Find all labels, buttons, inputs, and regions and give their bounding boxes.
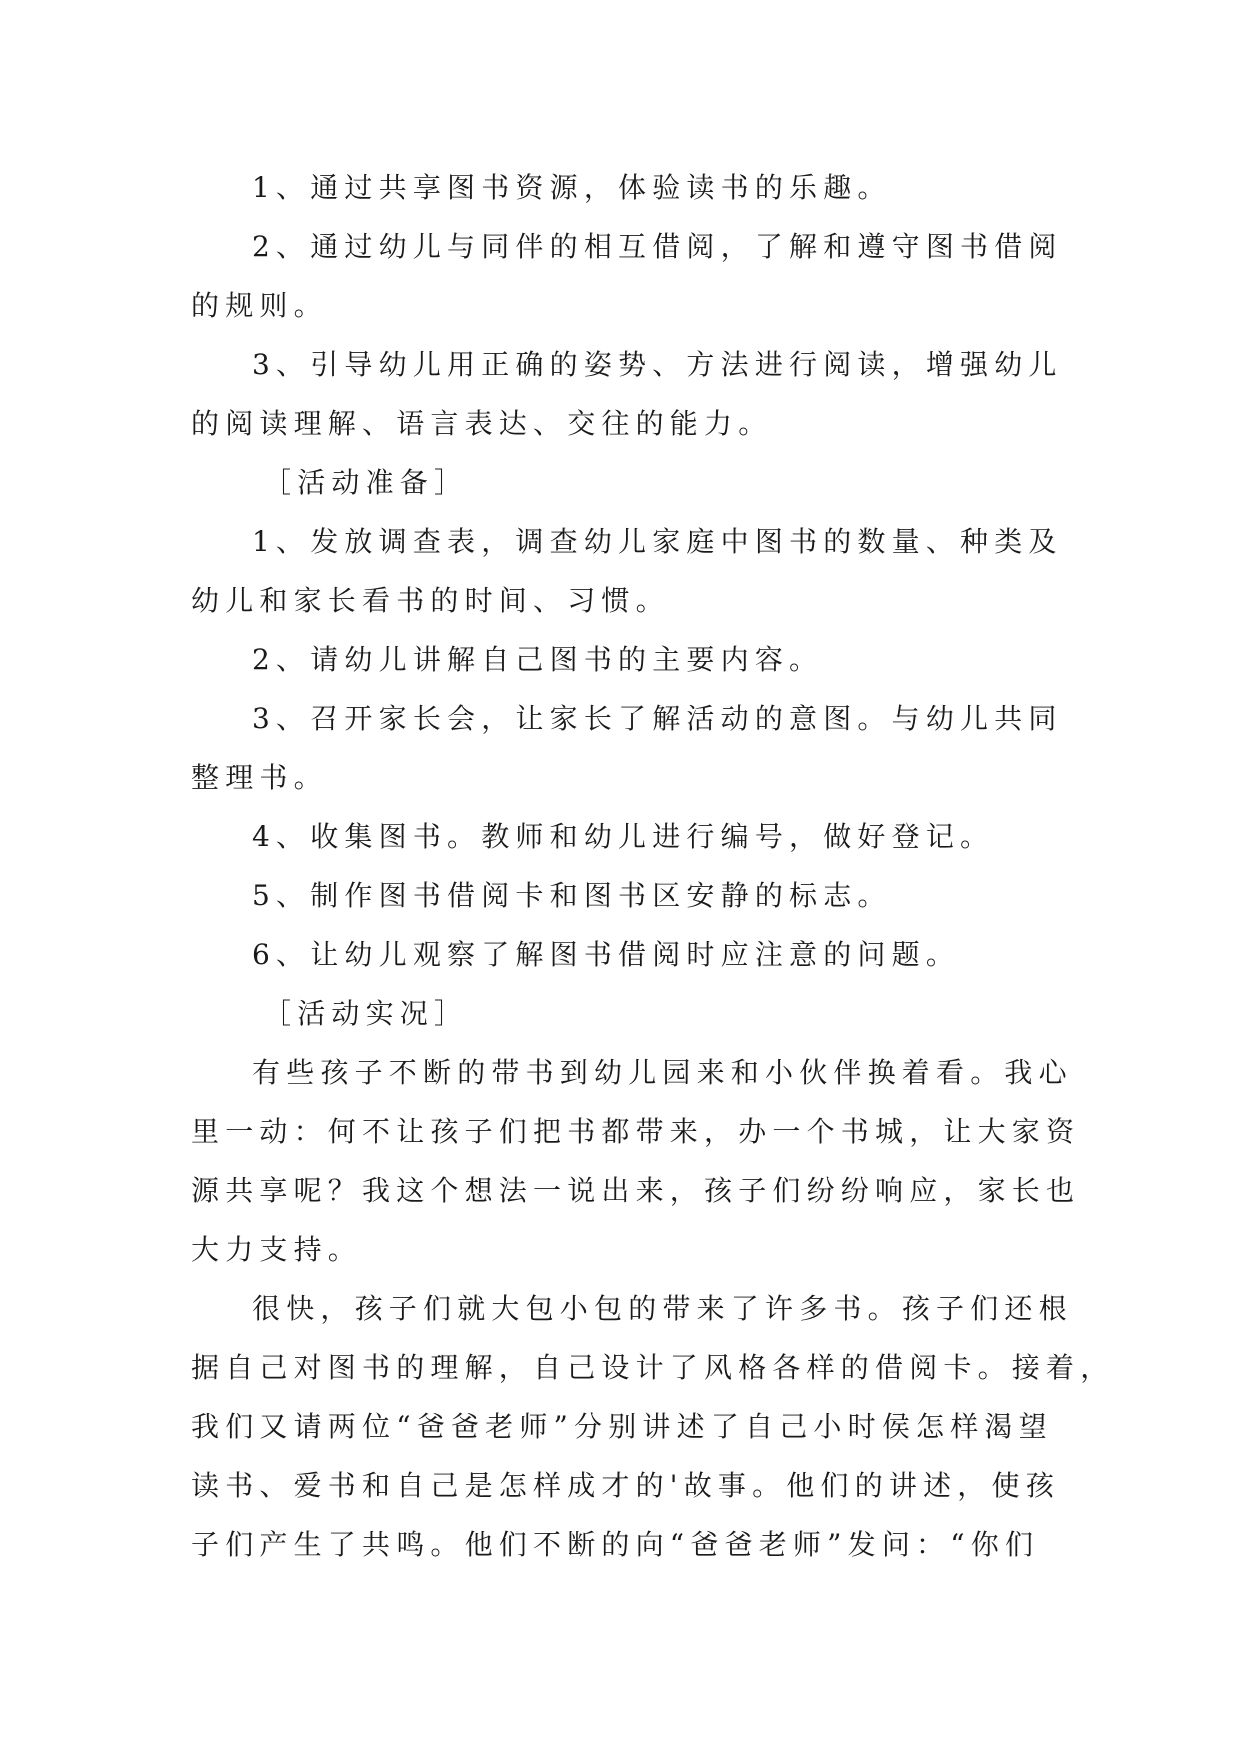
document-page (191, 158, 1115, 1574)
paragraph-line: 读书、爱书和自己是怎样成才的'故事。他们的讲述，使孩 (191, 1469, 1060, 1502)
paragraph-line: 整理书。 (191, 761, 328, 794)
paragraph-line: 我们又请两位“爸爸老师”分别讲述了自己小时侯怎样渴望 (191, 1410, 1053, 1443)
paragraph-line: 里一动：何不让孩子们把书都带来，办一个书城，让大家资 (191, 1115, 1081, 1148)
paragraph-line: 子们产生了共鸣。他们不断的向“爸爸老师”发问：“你们 (191, 1528, 1040, 1561)
paragraph-line: 1、通过共享图书资源，体验读书的乐趣。 (252, 171, 892, 204)
paragraph-line: 3、引导幼儿用正确的姿势、方法进行阅读，增强幼儿 (252, 348, 1063, 381)
paragraph-line: 很快，孩子们就大包小包的带来了许多书。孩子们还根 (252, 1292, 1073, 1325)
paragraph-line: 的规则。 (191, 289, 328, 322)
paragraph-line: 2、通过幼儿与同伴的相互借阅，了解和遵守图书借阅 (252, 230, 1063, 263)
paragraph-line: 据自己对图书的理解，自己设计了风格各样的借阅卡。接着， (191, 1351, 1115, 1384)
paragraph-line: 5、制作图书借阅卡和图书区安静的标志。 (252, 879, 892, 912)
paragraph-line: 2、请幼儿讲解自己图书的主要内容。 (252, 643, 824, 676)
paragraph-line: 源共享呢？我这个想法一说出来，孩子们纷纷响应，家长也 (191, 1174, 1081, 1207)
paragraph-line: 的阅读理解、语言表达、交往的能力。 (191, 407, 773, 440)
paragraph-line: 有些孩子不断的带书到幼儿园来和小伙伴换着看。我心 (252, 1056, 1073, 1089)
paragraph-line: 1、发放调查表，调查幼儿家庭中图书的数量、种类及 (252, 525, 1063, 558)
paragraph-line: 3、召开家长会，让家长了解活动的意图。与幼儿共同 (252, 702, 1063, 735)
paragraph-line: 幼儿和家长看书的时间、习惯。 (191, 584, 670, 617)
section-heading: ［活动实况］ (263, 997, 469, 1030)
paragraph-line: 4、收集图书。教师和幼儿进行编号，做好登记。 (252, 820, 995, 853)
paragraph-line: 大力支持。 (191, 1233, 363, 1266)
section-heading: ［活动准备］ (263, 466, 469, 499)
paragraph-line: 6、让幼儿观察了解图书借阅时应注意的问题。 (252, 938, 961, 971)
